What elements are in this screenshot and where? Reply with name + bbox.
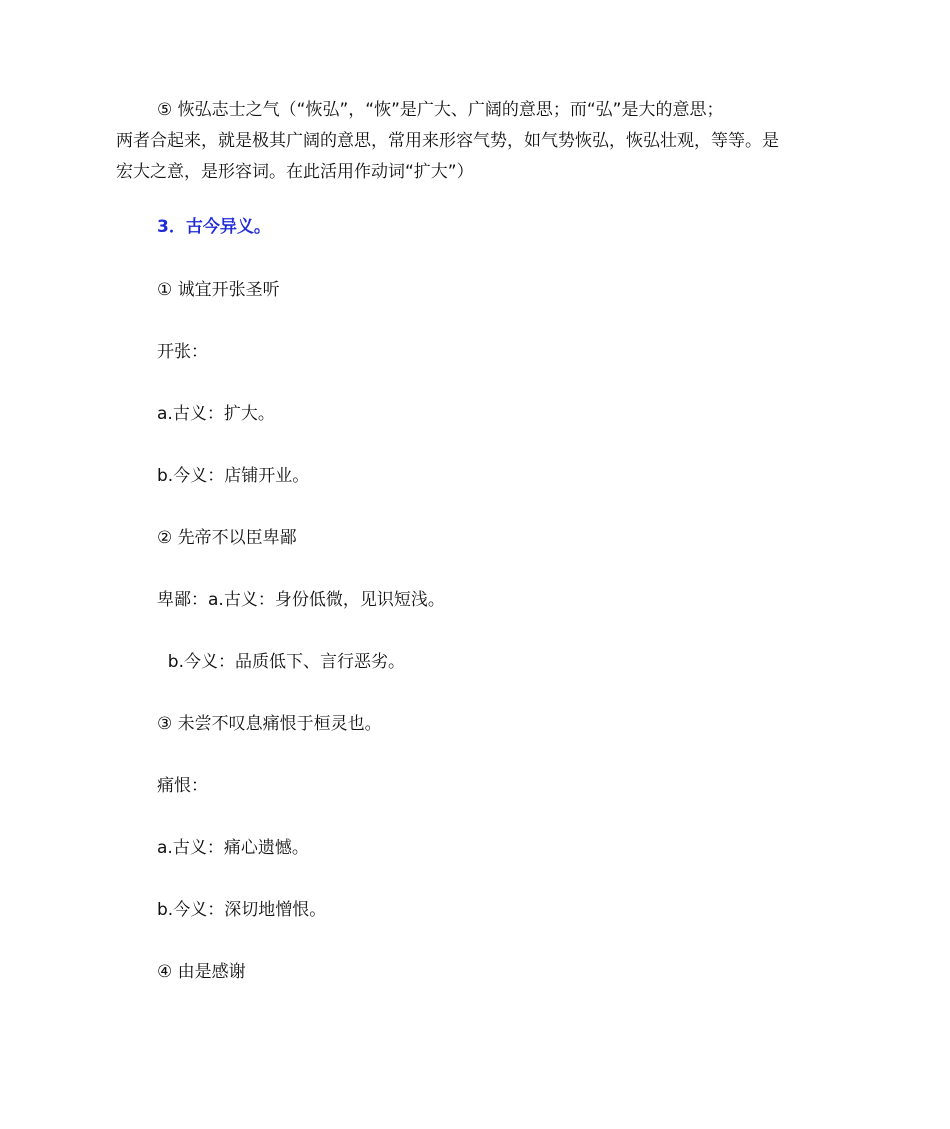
list-item: a.古义：痛心遗憾。	[157, 838, 309, 858]
list-item: b.今义：深切地憎恨。	[157, 900, 327, 920]
list-item: b.今义：品质低下、言行恶劣。	[157, 652, 406, 672]
list-item: 开张：	[157, 342, 208, 362]
section-heading: 3．古今异义。	[157, 217, 271, 237]
intro-line: 两者合起来，就是极其广阔的意思，常用来形容气势，如气势恢弘，恢弘壮观，等等。是	[116, 131, 779, 151]
list-item: ③ 未尝不叹息痛恨于桓灵也。	[157, 714, 382, 734]
list-item: a.古义：扩大。	[157, 404, 275, 424]
intro-line: 宏大之意，是形容词。在此活用作动词“扩大”）	[116, 162, 474, 182]
list-item: ① 诚宜开张圣听	[157, 280, 280, 300]
intro-paragraph	[116, 95, 837, 188]
list-item: 痛恨：	[157, 776, 208, 796]
list-item: b.今义：店铺开业。	[157, 466, 310, 486]
list-item: ② 先帝不以臣卑鄙	[157, 528, 297, 548]
intro-line: ⑤ 恢弘志士之气（“恢弘”，“恢”是广大、广阔的意思；而“弘”是大的意思；	[157, 100, 724, 120]
list-item: ④ 由是感谢	[157, 962, 246, 982]
list-item: 卑鄙：a.古义：身份低微，见识短浅。	[157, 590, 445, 610]
